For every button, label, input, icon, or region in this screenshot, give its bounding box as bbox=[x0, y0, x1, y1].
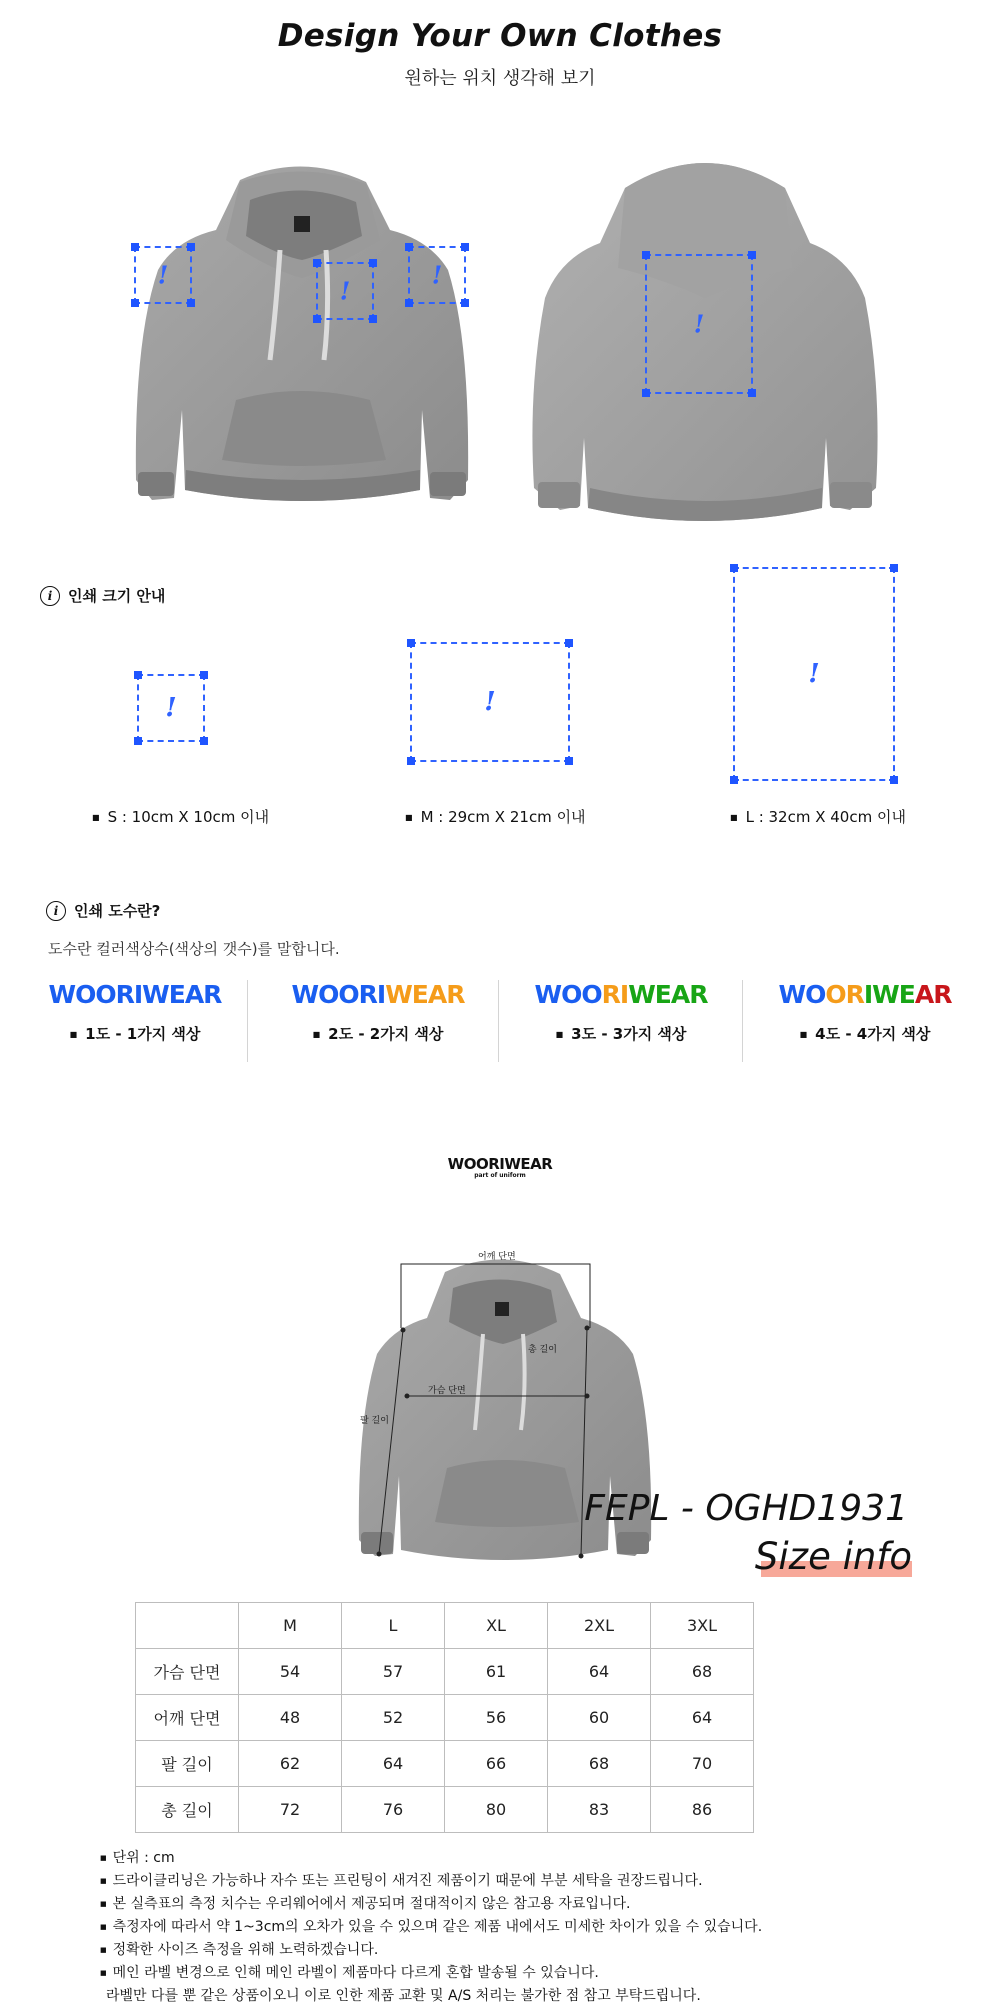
page-subtitle: 원하는 위치 생각해 보기 bbox=[404, 68, 596, 89]
print-size-s-label: ■ S : 10cm X 10cm 이내 bbox=[92, 806, 269, 827]
sleeve-label: 팔 길이 bbox=[360, 1416, 389, 1426]
table-cell: 48 bbox=[239, 1695, 342, 1741]
size-info-title bbox=[755, 1535, 912, 1578]
print-marker: ! bbox=[165, 693, 177, 723]
info-icon: i bbox=[40, 586, 60, 606]
size-info-text: Size info bbox=[754, 1535, 912, 1578]
note-item: ■ 메인 라벨 변경으로 인해 메인 라벨이 제품마다 다르게 혼합 발송될 수 있습니다. bbox=[100, 1963, 762, 1986]
print-marker: ! bbox=[431, 260, 443, 290]
wooriwear-logo-1color: WOORIWEAR bbox=[48, 980, 222, 1009]
table-cell: 52 bbox=[342, 1695, 445, 1741]
note-item: ■ 정확한 사이즈 측정을 위해 노력하겠습니다. bbox=[100, 1940, 762, 1963]
note-item: ■ 드라이클리닝은 가능하나 자수 또는 프린팅이 새겨진 제품이기 때문에 부분 세탁을 권장드립니다. bbox=[100, 1871, 762, 1894]
print-size-l-box bbox=[733, 567, 895, 781]
print-area-left-chest[interactable] bbox=[316, 262, 374, 320]
info-icon: i bbox=[46, 901, 66, 921]
color-option-caption: ■ 1도 - 1가지 색상 bbox=[40, 1023, 230, 1044]
resize-handle[interactable] bbox=[642, 251, 650, 259]
color-option-3 bbox=[526, 980, 716, 1070]
table-row bbox=[136, 1649, 754, 1695]
print-size-m-box bbox=[410, 642, 570, 762]
size-table bbox=[135, 1602, 754, 1833]
table-cell: 83 bbox=[548, 1787, 651, 1833]
table-cell: 62 bbox=[239, 1741, 342, 1787]
total-length-label: 총 길이 bbox=[528, 1345, 557, 1355]
table-cell: 60 bbox=[548, 1695, 651, 1741]
print-area-left-sleeve[interactable] bbox=[408, 246, 466, 304]
print-size-s-box bbox=[137, 674, 205, 742]
resize-handle[interactable] bbox=[369, 315, 377, 323]
corner-handle bbox=[730, 776, 738, 784]
corner-handle bbox=[730, 564, 738, 572]
resize-handle[interactable] bbox=[642, 389, 650, 397]
table-row-label: 팔 길이 bbox=[136, 1741, 239, 1787]
divider bbox=[742, 980, 743, 1062]
table-header-cell: 3XL bbox=[651, 1603, 754, 1649]
resize-handle[interactable] bbox=[405, 243, 413, 251]
resize-handle[interactable] bbox=[187, 243, 195, 251]
print-marker: ! bbox=[339, 276, 351, 306]
corner-handle bbox=[407, 639, 415, 647]
resize-handle[interactable] bbox=[461, 299, 469, 307]
print-area-back[interactable] bbox=[645, 254, 753, 394]
corner-handle bbox=[134, 737, 142, 745]
divider bbox=[247, 980, 248, 1062]
table-header-cell: M bbox=[239, 1603, 342, 1649]
table-row-label: 총 길이 bbox=[136, 1787, 239, 1833]
resize-handle[interactable] bbox=[313, 259, 321, 267]
note-item: ■ 단위 : cm bbox=[100, 1848, 762, 1871]
print-size-heading-text: 인쇄 크기 안내 bbox=[68, 587, 166, 605]
table-header-cell bbox=[136, 1603, 239, 1649]
shoulder-label: 어깨 단면 bbox=[478, 1252, 516, 1262]
table-cell: 61 bbox=[445, 1649, 548, 1695]
table-cell: 66 bbox=[445, 1741, 548, 1787]
resize-handle[interactable] bbox=[369, 259, 377, 267]
table-cell: 72 bbox=[239, 1787, 342, 1833]
table-row-label: 어깨 단면 bbox=[136, 1695, 239, 1741]
table-cell: 80 bbox=[445, 1787, 548, 1833]
print-size-heading bbox=[40, 585, 165, 606]
table-header-row bbox=[136, 1603, 754, 1649]
table-cell: 57 bbox=[342, 1649, 445, 1695]
color-option-2 bbox=[283, 980, 473, 1070]
color-option-1 bbox=[40, 980, 230, 1070]
brand-tagline: part of uniform bbox=[474, 1172, 526, 1179]
table-row bbox=[136, 1741, 754, 1787]
table-header-cell: L bbox=[342, 1603, 445, 1649]
table-cell: 68 bbox=[651, 1649, 754, 1695]
color-option-caption: ■ 4도 - 4가지 색상 bbox=[770, 1023, 960, 1044]
brand-name: WOORIWEAR bbox=[447, 1155, 553, 1173]
table-cell: 70 bbox=[651, 1741, 754, 1787]
divider bbox=[498, 980, 499, 1062]
color-option-caption: ■ 3도 - 3가지 색상 bbox=[526, 1023, 716, 1044]
corner-handle bbox=[890, 564, 898, 572]
print-marker: ! bbox=[157, 260, 169, 290]
table-header-cell: 2XL bbox=[548, 1603, 651, 1649]
product-model: FEPL - OGHD1931 bbox=[584, 1488, 908, 1529]
table-header-cell: XL bbox=[445, 1603, 548, 1649]
color-option-4 bbox=[770, 980, 960, 1070]
corner-handle bbox=[200, 671, 208, 679]
wooriwear-logo-4color: WOORIWEAR bbox=[778, 980, 952, 1009]
print-marker: ! bbox=[484, 687, 496, 717]
resize-handle[interactable] bbox=[131, 243, 139, 251]
resize-handle[interactable] bbox=[131, 299, 139, 307]
note-continuation: 라벨만 다를 뿐 같은 상품이오니 이로 인한 제품 교환 및 A/S 처리는 불가한 점 참고 부탁드립니다. bbox=[106, 1988, 701, 2002]
note-item: ■ 본 실측표의 측정 치수는 우리웨어에서 제공되며 절대적이지 않은 참고용 자료입니다. bbox=[100, 1894, 762, 1917]
table-row bbox=[136, 1695, 754, 1741]
wooriwear-logo-3color: WOORIWEAR bbox=[534, 980, 708, 1009]
table-cell: 64 bbox=[651, 1695, 754, 1741]
color-count-heading bbox=[46, 900, 160, 921]
table-cell: 76 bbox=[342, 1787, 445, 1833]
corner-handle bbox=[134, 671, 142, 679]
resize-handle[interactable] bbox=[461, 243, 469, 251]
brand-logo bbox=[0, 1155, 1000, 1179]
table-row bbox=[136, 1787, 754, 1833]
table-cell: 56 bbox=[445, 1695, 548, 1741]
corner-handle bbox=[565, 639, 573, 647]
table-row-label: 가슴 단면 bbox=[136, 1649, 239, 1695]
print-area-right-sleeve[interactable] bbox=[134, 246, 192, 304]
table-cell: 64 bbox=[342, 1741, 445, 1787]
resize-handle[interactable] bbox=[187, 299, 195, 307]
wooriwear-logo-2color: WOORIWEAR bbox=[291, 980, 465, 1009]
corner-handle bbox=[200, 737, 208, 745]
color-option-caption: ■ 2도 - 2가지 색상 bbox=[283, 1023, 473, 1044]
resize-handle[interactable] bbox=[405, 299, 413, 307]
size-notes bbox=[100, 1848, 762, 2002]
hoodie-front-image bbox=[130, 160, 475, 520]
print-marker: ! bbox=[693, 309, 705, 339]
note-item: ■ 측정자에 따라서 약 1~3cm의 오차가 있을 수 있으며 같은 제품 내에서도 미세한 차이가 있을 수 있습니다. bbox=[100, 1917, 762, 1940]
print-marker: ! bbox=[808, 659, 820, 689]
table-cell: 54 bbox=[239, 1649, 342, 1695]
page-title: Design Your Own Clothes bbox=[277, 18, 723, 54]
resize-handle[interactable] bbox=[748, 251, 756, 259]
color-count-heading-text: 인쇄 도수란? bbox=[74, 902, 161, 920]
corner-handle bbox=[890, 776, 898, 784]
resize-handle[interactable] bbox=[748, 389, 756, 397]
print-size-l-label: ■ L : 32cm X 40cm 이내 bbox=[730, 806, 906, 827]
table-cell: 86 bbox=[651, 1787, 754, 1833]
print-size-m-label: ■ M : 29cm X 21cm 이내 bbox=[405, 806, 586, 827]
color-count-description: 도수란 컬러색상수(색상의 갯수)를 말합니다. bbox=[48, 940, 340, 958]
corner-handle bbox=[407, 757, 415, 765]
resize-handle[interactable] bbox=[313, 315, 321, 323]
corner-handle bbox=[565, 757, 573, 765]
chest-label: 가슴 단면 bbox=[428, 1386, 466, 1396]
table-cell: 68 bbox=[548, 1741, 651, 1787]
table-cell: 64 bbox=[548, 1649, 651, 1695]
